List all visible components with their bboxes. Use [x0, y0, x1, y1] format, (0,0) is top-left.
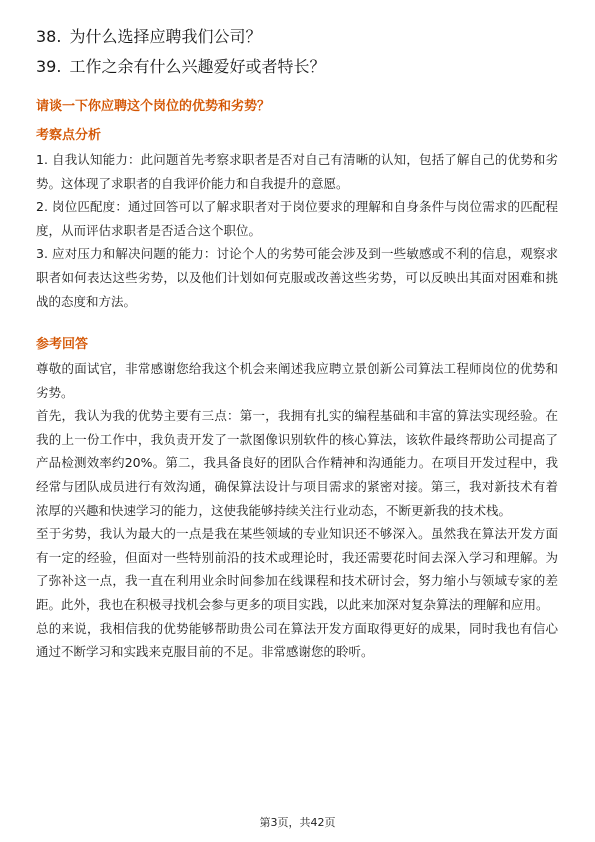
question-text: 工作之余有什么兴趣爱好或者特长？ — [69, 57, 326, 76]
analysis-heading: 考察点分析 — [36, 128, 102, 143]
answer-paragraph: 尊敬的面试官，非常感谢您给我这个机会来阐述我应聘立景创新公司算法工程师岗位的优势和劣势。 — [36, 361, 558, 400]
answer-paragraph: 总的来说，我相信我的优势能够帮助贵公司在算法开发方面取得更好的成果，同时我也有信心通过不断学习和实践来克服目前的不足。非常感谢您的聆听。 — [36, 620, 558, 660]
analysis-point: 3. 应对压力和解决问题的能力：讨论个人的劣势可能会涉及到一些敏感或不利的信息，观察求职者如何表达这些劣势，以及他们计划如何克服或改善这些劣势，可以反映出其面对困难和挑战的态度和方法。 — [36, 246, 558, 309]
answer-heading: 参考回答 — [36, 337, 89, 352]
question-text: 为什么选择应聘我们公司？ — [69, 27, 262, 46]
analysis-body — [36, 148, 558, 313]
answer-paragraph: 至于劣势，我认为最大的一点是我在某些领域的专业知识还不够深入。虽然我在算法开发方面有一定的经验，但面对一些特别前沿的技术或理论时，我还需要花时间去深入学习和理解。为了弥补这一点，我一直在利用业余时间参加在线课程和技术研讨会，努力缩小与领域专家的差距。此外，我也在积极寻找机会参与更多的项目实践，以此来加深对复杂算法的理解和应用。 — [36, 526, 558, 612]
page-footer: 第3页，共42页 — [259, 816, 336, 829]
answer-body — [36, 357, 558, 664]
question-number: 39. — [36, 57, 62, 76]
question-item-39 — [36, 52, 566, 82]
current-question-heading: 请谈一下你应聘这个岗位的优势和劣势？ — [36, 99, 271, 114]
analysis-point: 2. 岗位匹配度：通过回答可以了解求职者对于岗位要求的理解和自身条件与岗位需求的匹配程度，从而评估求职者是否适合这个职位。 — [36, 199, 558, 238]
answer-paragraph: 首先，我认为我的优势主要有三点：第一，我拥有扎实的编程基础和丰富的算法实现经验。在我的上一份工作中，我负责开发了一款图像识别软件的核心算法，该软件最终帮助公司提高了产品检测效率约20%。第二，我具备良好的团队合作精神和沟通能力。在项目开发过程中，我经常与团队成员进行有效沟通，确保算法设计与项目需求的紧密对接。第三，我对新技术有着浓厚的兴趣和快速学习的能力，这使我能够持续关注行业动态，不断更新我的技术栈。 — [36, 408, 558, 518]
question-number: 38. — [36, 27, 62, 46]
analysis-point: 1. 自我认知能力：此问题首先考察求职者是否对自己有清晰的认知，包括了解自己的优势和劣势。这体现了求职者的自我评价能力和自我提升的意愿。 — [36, 152, 558, 191]
question-list — [36, 22, 566, 82]
question-item-38 — [36, 22, 566, 52]
